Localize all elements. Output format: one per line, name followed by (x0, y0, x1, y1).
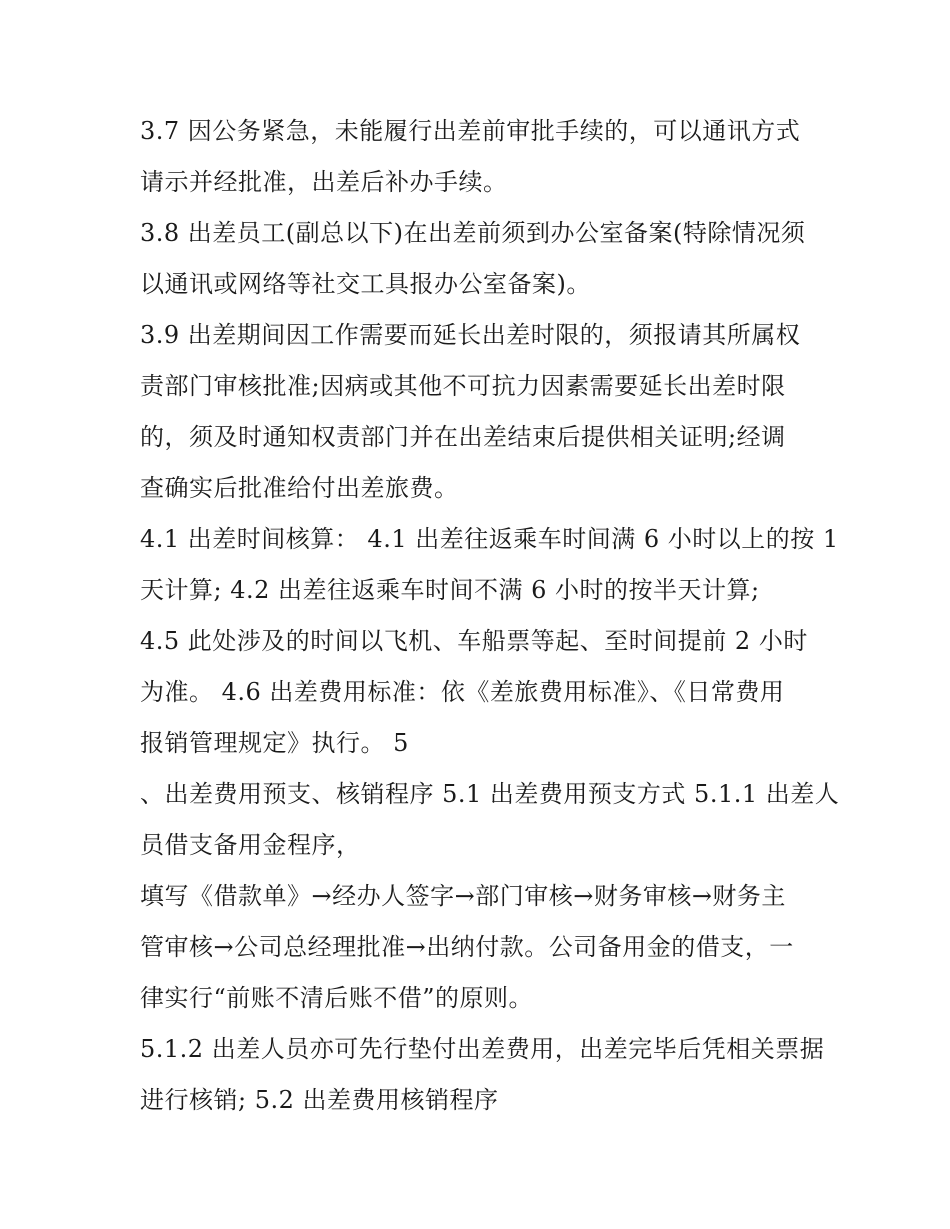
text-line: 为准。 4.6 出差费用标准：依《差旅费用标准》、《日常费用 (140, 678, 785, 706)
text-line: 3.9 出差期间因工作需要而延长出差时限的，须报请其所属权 (140, 321, 801, 349)
text-line: 管审核→公司总经理批准→出纳付款。公司备用金的借支，一 (140, 933, 794, 961)
text-line: 请示并经批准，出差后补办手续。 (140, 168, 508, 196)
text-line: 填写《借款单》→经办人签字→部门审核→财务审核→财务主 (140, 882, 786, 910)
text-line: 4.5 此处涉及的时间以飞机、车船票等起、至时间提前 2 小时 (140, 627, 808, 655)
text-line: 查确实后批准给付出差旅费。 (140, 474, 459, 502)
text-line: 5.1.2 出差人员亦可先行垫付出差费用，出差完毕后凭相关票据 (140, 1035, 825, 1063)
text-line: 以通讯或网络等社交工具报办公室备案)。 (140, 270, 591, 298)
text-line: 、出差费用预支、核销程序 5.1 出差费用预支方式 5.1.1 出差人 (140, 780, 840, 808)
text-line: 员借支备用金程序， (140, 831, 361, 859)
text-line: 报销管理规定》执行。 5 (140, 729, 409, 757)
text-line: 天计算; 4.2 出差往返乘车时间不满 6 小时的按半天计算; (140, 576, 760, 604)
text-line: 的，须及时通知权责部门并在出差结束后提供相关证明;经调 (140, 423, 786, 451)
text-line: 3.8 出差员工(副总以下)在出差前须到办公室备案(特除情况须 (140, 219, 806, 247)
text-line: 4.1 出差时间核算： 4.1 出差往返乘车时间满 6 小时以上的按 1 (140, 525, 839, 553)
text-line: 3.7 因公务紧急，未能履行出差前审批手续的，可以通讯方式 (140, 117, 801, 145)
text-line: 进行核销; 5.2 出差费用核销程序 (140, 1086, 499, 1114)
document-body (140, 106, 840, 1126)
text-line: 律实行“前账不清后账不借”的原则。 (140, 984, 534, 1012)
text-line: 责部门审核批准;因病或其他不可抗力因素需要延长出差时限 (140, 372, 786, 400)
